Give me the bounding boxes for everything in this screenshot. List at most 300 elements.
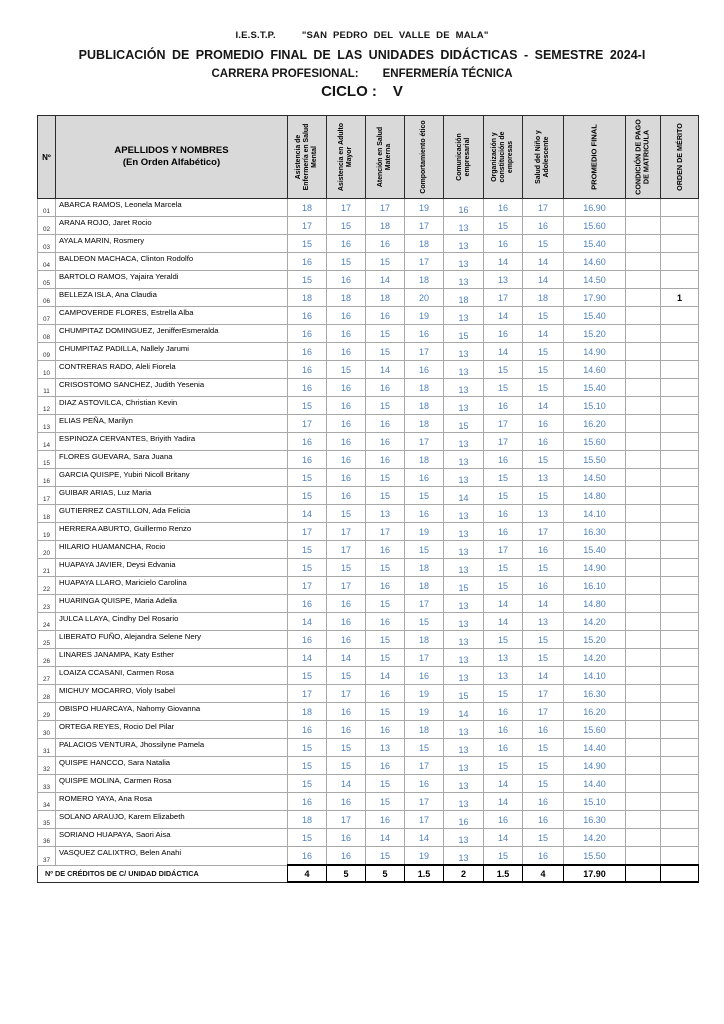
merit-order-cell [661,775,699,793]
merit-order-cell [661,235,699,253]
student-name-cell: CONTRERAS RADO, Aleli Fiorela [56,361,288,379]
student-name-cell: HILARIO HUAMANCHA, Rocio [56,541,288,559]
average-cell: 14.40 [564,739,626,757]
merit-order-cell [661,631,699,649]
average-cell: 14.50 [564,469,626,487]
student-name-cell: QUISPE HANCCO, Sara Natalia [56,757,288,775]
row-number-cell: 31 [38,739,56,757]
credits-unit-1: 4 [288,865,327,882]
grade-cell: 13 [444,595,484,613]
grade-cell: 14 [444,703,484,721]
row-number-cell: 17 [38,487,56,505]
grade-cell: 16 [327,631,366,649]
grade-cell: 16 [405,667,444,685]
column-header-merit: ORDEN DE MÉRITO [661,116,699,199]
payment-condition-cell [626,649,661,667]
grade-cell: 15 [444,685,484,703]
grade-cell: 13 [444,379,484,397]
credits-unit-7: 4 [523,865,564,882]
row-number-cell: 16 [38,469,56,487]
grade-cell: 15 [366,397,405,415]
row-number-cell: 28 [38,685,56,703]
grade-cell: 18 [523,289,564,307]
credits-merit-cell [661,865,699,882]
grade-cell: 15 [288,829,327,847]
row-number-cell: 36 [38,829,56,847]
average-cell: 16.90 [564,199,626,217]
grade-cell: 15 [327,559,366,577]
payment-condition-cell [626,793,661,811]
grade-cell: 14 [523,595,564,613]
average-cell: 16.30 [564,685,626,703]
table-row [38,613,699,631]
grade-cell: 17 [327,541,366,559]
grade-cell: 16 [327,469,366,487]
publication-title: PUBLICACIÓN DE PROMEDIO FINAL DE LAS UNIDADES DIDÁCTICAS - SEMESTRE 2024-I [78,48,646,62]
merit-order-cell [661,847,699,866]
grade-cell: 16 [288,325,327,343]
grade-cell: 13 [484,649,523,667]
grade-cell: 16 [327,487,366,505]
grade-cell: 18 [288,199,327,217]
grade-cell: 18 [288,289,327,307]
grade-cell: 15 [366,469,405,487]
grade-cell: 14 [366,667,405,685]
grade-cell: 16 [288,379,327,397]
grade-cell: 14 [484,829,523,847]
payment-condition-cell [626,739,661,757]
grade-cell: 14 [327,649,366,667]
grade-cell: 15 [484,577,523,595]
grade-cell: 13 [444,397,484,415]
grade-cell: 16 [484,397,523,415]
column-header-unit-7: Salud del Niño y Adolescente [523,116,564,199]
table-row [38,415,699,433]
grade-cell: 16 [484,739,523,757]
grade-cell: 16 [366,757,405,775]
grade-cell: 16 [288,721,327,739]
grade-cell: 13 [444,559,484,577]
average-cell: 15.40 [564,541,626,559]
table-row [38,271,699,289]
merit-order-cell [661,343,699,361]
table-header [38,116,699,199]
merit-order-cell [661,199,699,217]
grade-cell: 16 [523,433,564,451]
grade-cell: 16 [523,577,564,595]
grade-cell: 15 [288,775,327,793]
table-row [38,199,699,217]
student-name-cell: HUAPAYA LLARO, Maricielo Carolina [56,577,288,595]
table-row [38,397,699,415]
row-number-cell: 06 [38,289,56,307]
grade-cell: 16 [366,415,405,433]
row-number-cell: 37 [38,847,56,866]
grade-cell: 16 [366,811,405,829]
table-row [38,361,699,379]
grade-cell: 15 [523,361,564,379]
column-header-unit-6: Organización y constitución de empresas [484,116,523,199]
grade-cell: 15 [523,451,564,469]
grade-cell: 15 [366,253,405,271]
average-cell: 16.20 [564,415,626,433]
grade-cell: 16 [288,253,327,271]
grade-cell: 19 [405,523,444,541]
grade-cell: 15 [288,667,327,685]
student-name-cell: HERRERA ABURTO, Guillermo Renzo [56,523,288,541]
grade-cell: 15 [405,541,444,559]
average-cell: 14.80 [564,595,626,613]
average-cell: 14.60 [564,361,626,379]
grade-cell: 17 [405,649,444,667]
average-cell: 15.40 [564,379,626,397]
row-number-cell: 13 [38,415,56,433]
student-name-cell: DIAZ ASTOVILCA, Christian Kevin [56,397,288,415]
grade-cell: 13 [444,433,484,451]
grade-cell: 17 [327,685,366,703]
grade-cell: 13 [444,793,484,811]
grade-cell: 17 [405,757,444,775]
grade-cell: 15 [366,703,405,721]
grade-cell: 20 [405,289,444,307]
grade-cell: 13 [523,505,564,523]
grade-cell: 16 [327,235,366,253]
grade-cell: 16 [405,325,444,343]
payment-condition-cell [626,541,661,559]
grade-cell: 13 [484,667,523,685]
average-cell: 15.20 [564,325,626,343]
payment-condition-cell [626,775,661,793]
grade-cell: 17 [405,595,444,613]
grade-cell: 18 [405,379,444,397]
grade-cell: 16 [288,793,327,811]
grade-cell: 14 [327,775,366,793]
payment-condition-cell [626,289,661,307]
grade-cell: 16 [327,271,366,289]
student-name-cell: GUIBAR ARIAS, Luz Maria [56,487,288,505]
merit-order-cell [661,541,699,559]
grades-table [37,115,699,883]
payment-condition-cell [626,559,661,577]
grade-cell: 15 [484,217,523,235]
row-number-cell: 03 [38,235,56,253]
institution-name: "SAN PEDRO DEL VALLE DE MALA" [301,30,489,41]
average-cell: 14.40 [564,775,626,793]
row-number-cell: 29 [38,703,56,721]
payment-condition-cell [626,451,661,469]
average-cell: 15.60 [564,217,626,235]
grade-cell: 16 [327,451,366,469]
student-rows [38,199,699,866]
payment-condition-cell [626,271,661,289]
student-name-cell: GUTIERREZ CASTILLON, Ada Felicia [56,505,288,523]
grade-cell: 15 [484,685,523,703]
grade-cell: 15 [366,775,405,793]
column-header-names [56,116,288,199]
grade-cell: 17 [288,685,327,703]
grade-cell: 14 [288,505,327,523]
grade-cell: 16 [484,721,523,739]
grade-cell: 14 [288,613,327,631]
student-name-cell: GARCIA QUISPE, Yubiri Nicoll Britany [56,469,288,487]
merit-order-cell [661,685,699,703]
grade-cell: 15 [366,631,405,649]
credits-payment-cell [626,865,661,882]
grade-cell: 15 [523,649,564,667]
grade-cell: 14 [444,487,484,505]
grade-cell: 17 [484,289,523,307]
grade-cell: 17 [405,253,444,271]
merit-order-cell [661,469,699,487]
merit-order-cell [661,487,699,505]
grade-cell: 19 [405,847,444,866]
grade-cell: 13 [444,469,484,487]
merit-order-cell [661,811,699,829]
row-number-cell: 05 [38,271,56,289]
grade-cell: 14 [523,667,564,685]
average-cell: 15.40 [564,307,626,325]
grade-cell: 16 [523,793,564,811]
grade-cell: 14 [366,271,405,289]
grade-cell: 16 [327,325,366,343]
grade-cell: 16 [366,613,405,631]
grade-cell: 16 [484,451,523,469]
row-number-cell: 22 [38,577,56,595]
student-name-cell: ORTEGA REYES, Rocio Del Pilar [56,721,288,739]
student-name-cell: BARTOLO RAMOS, Yajaira Yeraldi [56,271,288,289]
merit-order-cell [661,307,699,325]
table-row [38,577,699,595]
grade-cell: 13 [523,469,564,487]
grade-cell: 14 [405,829,444,847]
credits-label: Nº DE CRÉDITOS DE C/ UNIDAD DIDÁCTICA [38,865,288,882]
average-cell: 15.50 [564,847,626,866]
grade-cell: 16 [288,451,327,469]
grade-cell: 16 [366,235,405,253]
grade-cell: 18 [288,703,327,721]
row-number-cell: 32 [38,757,56,775]
merit-order-cell [661,433,699,451]
grade-cell: 19 [405,685,444,703]
grade-cell: 18 [366,289,405,307]
merit-order-cell [661,559,699,577]
table-row [38,451,699,469]
grade-cell: 17 [288,217,327,235]
merit-order-cell [661,829,699,847]
document-header [0,30,724,100]
column-header-unit-3: Atención en Salud Materna [366,116,405,199]
merit-order-cell: 1 [661,289,699,307]
grade-cell: 19 [405,703,444,721]
student-name-cell: AYALA MARIN, Rosmery [56,235,288,253]
grade-cell: 16 [327,343,366,361]
grade-cell: 15 [484,469,523,487]
average-cell: 14.50 [564,271,626,289]
table-row [38,559,699,577]
average-cell: 15.60 [564,433,626,451]
grade-cell: 15 [327,361,366,379]
grade-cell: 15 [327,217,366,235]
table-row [38,469,699,487]
payment-condition-cell [626,811,661,829]
grade-cell: 15 [523,631,564,649]
column-header-number: Nº [38,116,56,199]
payment-condition-cell [626,613,661,631]
grade-cell: 16 [405,505,444,523]
average-cell: 16.10 [564,577,626,595]
grade-cell: 18 [366,217,405,235]
grade-cell: 15 [484,631,523,649]
column-header-payment: CONDICIÓN DE PAGO DE MATRICULA [626,116,661,199]
grade-cell: 17 [327,199,366,217]
table-row [38,757,699,775]
table-row [38,541,699,559]
cycle-value: V [392,83,403,100]
table-row [38,595,699,613]
grade-cell: 16 [327,307,366,325]
row-number-cell: 35 [38,811,56,829]
column-header-average: PROMEDIO FINAL [564,116,626,199]
table-row [38,343,699,361]
grade-cell: 16 [484,703,523,721]
payment-condition-cell [626,829,661,847]
student-name-cell: BALDEON MACHACA, Clinton Rodolfo [56,253,288,271]
table-row [38,847,699,866]
grade-cell: 15 [523,379,564,397]
grade-cell: 14 [484,595,523,613]
grade-cell: 16 [484,523,523,541]
average-cell: 14.20 [564,829,626,847]
grade-cell: 13 [444,505,484,523]
merit-order-cell [661,649,699,667]
grade-cell: 17 [484,433,523,451]
table-row [38,307,699,325]
grade-cell: 16 [366,433,405,451]
grade-cell: 16 [327,397,366,415]
merit-order-cell [661,703,699,721]
grade-cell: 16 [484,235,523,253]
payment-condition-cell [626,505,661,523]
average-cell: 14.10 [564,667,626,685]
grade-cell: 16 [327,793,366,811]
grade-cell: 16 [288,631,327,649]
column-header-unit-4: Comportamiento ético [405,116,444,199]
grade-cell: 16 [366,577,405,595]
grade-cell: 15 [444,415,484,433]
row-number-cell: 15 [38,451,56,469]
grade-cell: 15 [288,235,327,253]
payment-condition-cell [626,577,661,595]
grade-cell: 17 [288,523,327,541]
payment-condition-cell [626,433,661,451]
grade-cell: 15 [484,757,523,775]
row-number-cell: 01 [38,199,56,217]
grade-cell: 15 [288,469,327,487]
grade-cell: 16 [366,721,405,739]
grade-cell: 18 [405,721,444,739]
table-row [38,793,699,811]
grade-cell: 13 [444,739,484,757]
grade-cell: 18 [405,235,444,253]
grade-cell: 16 [484,325,523,343]
grade-cell: 15 [288,541,327,559]
student-name-cell: SOLANO ARAUJO, Karem Elizabeth [56,811,288,829]
merit-order-cell [661,739,699,757]
grade-cell: 16 [523,811,564,829]
grade-cell: 15 [523,775,564,793]
grade-cell: 15 [523,559,564,577]
student-name-cell: CAMPOVERDE FLORES, Estrella Alba [56,307,288,325]
grade-cell: 15 [523,739,564,757]
payment-condition-cell [626,397,661,415]
grade-cell: 15 [523,235,564,253]
grade-cell: 16 [288,595,327,613]
institution-acronym: I.E.S.T.P. [235,30,276,41]
grade-cell: 14 [484,793,523,811]
grade-cell: 16 [405,469,444,487]
grade-cell: 14 [288,649,327,667]
student-name-cell: PALACIOS VENTURA, Jhossilyne Pamela [56,739,288,757]
payment-condition-cell [626,667,661,685]
grade-cell: 15 [327,253,366,271]
average-cell: 14.90 [564,343,626,361]
payment-condition-cell [626,379,661,397]
student-name-cell: ARANA ROJO, Jaret Rocio [56,217,288,235]
merit-order-cell [661,397,699,415]
payment-condition-cell [626,343,661,361]
grade-cell: 14 [484,775,523,793]
merit-order-cell [661,415,699,433]
student-name-cell: MICHUY MOCARRO, Violy Isabel [56,685,288,703]
career-line [0,68,724,80]
merit-order-cell [661,325,699,343]
row-number-cell: 18 [38,505,56,523]
grade-cell: 17 [523,523,564,541]
table-row [38,523,699,541]
row-number-cell: 21 [38,559,56,577]
grade-cell: 15 [366,847,405,866]
row-number-cell: 33 [38,775,56,793]
grade-cell: 16 [405,361,444,379]
grade-cell: 16 [366,451,405,469]
payment-condition-cell [626,631,661,649]
row-number-cell: 04 [38,253,56,271]
average-cell: 17.90 [564,289,626,307]
grade-cell: 16 [288,433,327,451]
career-label: CARRERA PROFESIONAL: [211,68,359,80]
payment-condition-cell [626,307,661,325]
credits-total: 17.90 [564,865,626,882]
grade-cell: 17 [405,343,444,361]
payment-condition-cell [626,595,661,613]
grade-cell: 15 [288,739,327,757]
grade-cell: 13 [444,523,484,541]
cycle-label: CICLO : [321,83,377,100]
grade-cell: 18 [405,271,444,289]
row-number-cell: 19 [38,523,56,541]
table-row [38,235,699,253]
grade-cell: 16 [523,415,564,433]
row-number-cell: 10 [38,361,56,379]
grade-cell: 16 [444,199,484,217]
grade-cell: 14 [523,271,564,289]
average-cell: 14.80 [564,487,626,505]
grade-cell: 17 [405,811,444,829]
average-cell: 15.40 [564,235,626,253]
student-name-cell: FLORES GUEVARA, Sara Juana [56,451,288,469]
grade-cell: 15 [288,271,327,289]
table-row [38,739,699,757]
